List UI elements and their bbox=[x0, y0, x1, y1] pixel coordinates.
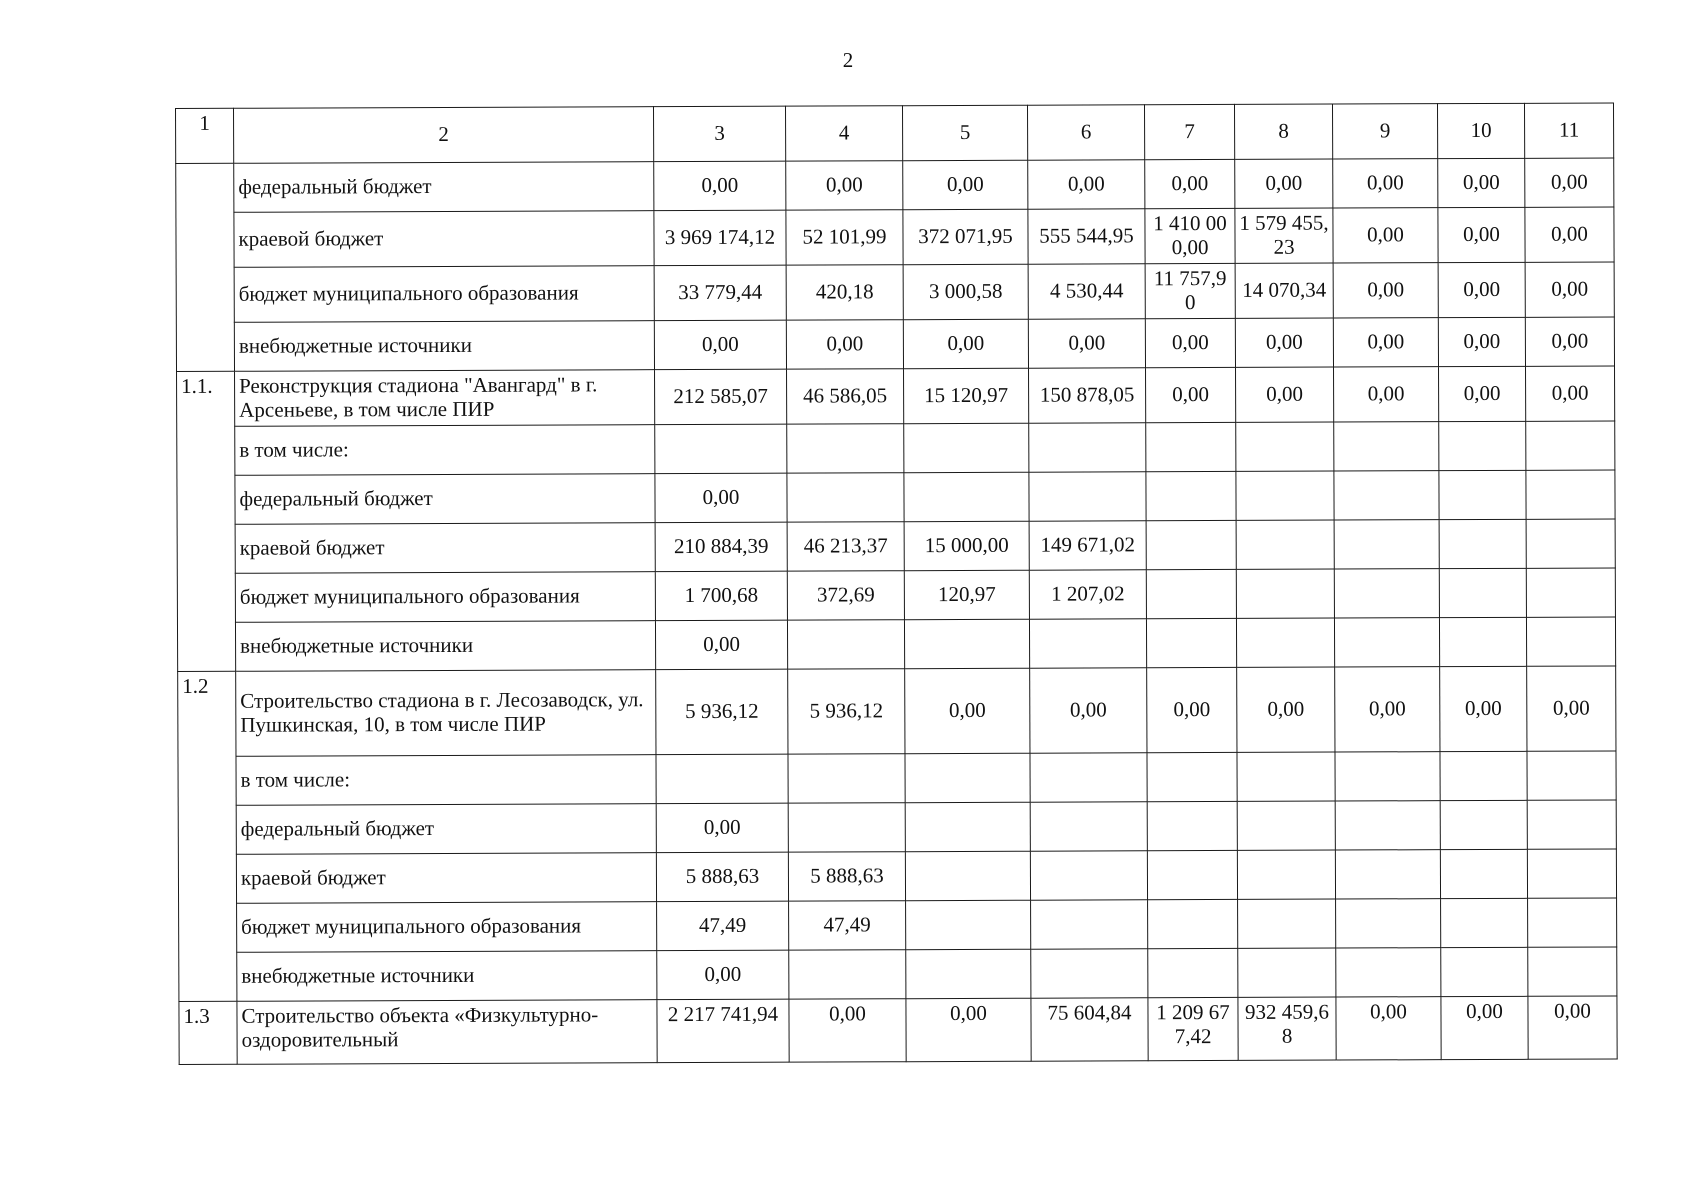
table-row bbox=[177, 470, 1615, 525]
row-name-cell: в том числе: bbox=[235, 425, 655, 476]
value-cell bbox=[1336, 899, 1441, 948]
value-cell: 0,00 bbox=[1525, 317, 1614, 366]
value-cell bbox=[1526, 421, 1615, 470]
value-cell bbox=[1439, 617, 1526, 666]
header-cell: 4 bbox=[785, 106, 902, 161]
value-cell bbox=[1031, 900, 1148, 949]
value-cell bbox=[1238, 899, 1336, 948]
value-cell: 0,00 bbox=[1235, 159, 1333, 208]
value-cell: 0,00 bbox=[1236, 367, 1334, 422]
value-cell bbox=[904, 619, 1029, 668]
value-cell: 932 459,68 bbox=[1238, 997, 1336, 1060]
table-row bbox=[177, 421, 1615, 476]
value-cell bbox=[1336, 948, 1441, 997]
table-row bbox=[177, 519, 1615, 574]
header-cell: 2 bbox=[234, 107, 654, 164]
value-cell bbox=[1029, 472, 1146, 521]
row-name-cell: бюджет муниципального образования bbox=[235, 572, 655, 623]
value-cell bbox=[1237, 801, 1335, 850]
value-cell bbox=[1335, 752, 1440, 801]
value-cell bbox=[1528, 947, 1617, 996]
value-cell: 46 213,37 bbox=[787, 522, 904, 571]
value-cell bbox=[1440, 849, 1527, 898]
value-cell bbox=[1526, 568, 1615, 617]
value-cell: 120,97 bbox=[904, 570, 1029, 619]
value-cell: 0,00 bbox=[1333, 263, 1438, 318]
table-row bbox=[176, 262, 1614, 323]
value-cell bbox=[1030, 802, 1147, 851]
value-cell bbox=[1439, 568, 1526, 617]
value-cell: 0,00 bbox=[1146, 367, 1236, 422]
header-cell: 6 bbox=[1027, 105, 1144, 160]
value-cell bbox=[1441, 947, 1528, 996]
value-cell bbox=[655, 424, 787, 474]
value-cell: 0,00 bbox=[1336, 997, 1441, 1060]
header-row bbox=[176, 103, 1614, 164]
value-cell bbox=[1439, 421, 1526, 470]
value-cell: 0,00 bbox=[1028, 160, 1145, 209]
value-cell bbox=[1334, 520, 1439, 569]
value-cell: 372 071,95 bbox=[903, 209, 1028, 264]
value-cell bbox=[904, 423, 1029, 472]
row-name-cell: федеральный бюджет bbox=[235, 474, 655, 525]
row-name-cell: краевой бюджет bbox=[234, 211, 654, 268]
value-cell: 5 936,12 bbox=[788, 669, 905, 754]
value-cell: 0,00 bbox=[655, 473, 787, 523]
value-cell: 52 101,99 bbox=[786, 210, 903, 265]
table-row bbox=[176, 207, 1614, 268]
value-cell: 0,00 bbox=[1237, 667, 1335, 752]
table-row bbox=[176, 317, 1614, 372]
row-name-cell: бюджет муниципального образования bbox=[234, 266, 654, 323]
row-name-cell: Реконструкция стадиона "Авангард" в г. Арсеньеве, в том числе ПИР bbox=[235, 370, 655, 427]
value-cell: 0,00 bbox=[654, 320, 786, 370]
value-cell: 0,00 bbox=[655, 620, 787, 670]
value-cell: 0,00 bbox=[1333, 159, 1438, 208]
table-row bbox=[178, 849, 1616, 904]
value-cell: 0,00 bbox=[1525, 207, 1614, 262]
row-name-cell: федеральный бюджет bbox=[236, 804, 656, 855]
value-cell: 0,00 bbox=[1439, 366, 1526, 421]
value-cell bbox=[1236, 520, 1334, 569]
value-cell bbox=[1146, 471, 1236, 520]
value-cell bbox=[1441, 898, 1528, 947]
value-cell bbox=[1237, 850, 1335, 899]
value-cell: 0,00 bbox=[1334, 367, 1439, 422]
value-cell bbox=[1236, 422, 1334, 471]
value-cell: 4 530,44 bbox=[1028, 264, 1145, 319]
header-cell: 1 bbox=[176, 108, 234, 163]
value-cell: 1 207,02 bbox=[1029, 570, 1146, 619]
value-cell: 0,00 bbox=[1235, 318, 1333, 367]
value-cell: 14 070,34 bbox=[1235, 263, 1333, 318]
row-name-cell: федеральный бюджет bbox=[234, 162, 654, 213]
value-cell: 1 579 455,23 bbox=[1235, 208, 1333, 263]
value-cell bbox=[1237, 752, 1335, 801]
value-cell: 0,00 bbox=[1145, 318, 1235, 367]
value-cell: 75 604,84 bbox=[1031, 998, 1148, 1061]
table-row bbox=[179, 996, 1617, 1065]
value-cell: 15 000,00 bbox=[904, 521, 1029, 570]
value-cell: 0,00 bbox=[906, 998, 1031, 1061]
value-cell: 1 700,68 bbox=[655, 571, 787, 621]
value-cell: 47,49 bbox=[657, 901, 789, 951]
value-cell bbox=[1147, 752, 1237, 801]
value-cell bbox=[1236, 471, 1334, 520]
value-cell bbox=[1526, 617, 1615, 666]
value-cell: 420,18 bbox=[786, 265, 903, 320]
table-row bbox=[178, 751, 1616, 806]
value-cell: 212 585,07 bbox=[655, 369, 787, 425]
value-cell bbox=[1147, 801, 1237, 850]
value-cell: 0,00 bbox=[1527, 666, 1616, 751]
table-row bbox=[177, 568, 1615, 623]
value-cell: 5 936,12 bbox=[656, 669, 788, 755]
value-cell bbox=[1238, 948, 1336, 997]
value-cell: 0,00 bbox=[654, 161, 786, 211]
row-name-cell: внебюджетные источники bbox=[237, 951, 657, 1002]
header-cell: 7 bbox=[1144, 104, 1234, 159]
table-row bbox=[176, 158, 1614, 213]
row-name-cell: краевой бюджет bbox=[235, 523, 655, 574]
value-cell bbox=[905, 753, 1030, 802]
row-number-cell: 1.1. bbox=[177, 371, 236, 671]
value-cell: 0,00 bbox=[789, 999, 906, 1062]
value-cell bbox=[1029, 423, 1146, 472]
header-cell: 10 bbox=[1437, 103, 1524, 158]
value-cell: 0,00 bbox=[1028, 319, 1145, 368]
value-cell bbox=[906, 900, 1031, 949]
value-cell: 555 544,95 bbox=[1028, 209, 1145, 264]
page-number: 2 bbox=[842, 48, 854, 72]
value-cell bbox=[1031, 949, 1148, 998]
value-cell: 0,00 bbox=[1030, 668, 1147, 753]
value-cell: 0,00 bbox=[1333, 318, 1438, 367]
value-cell: 0,00 bbox=[905, 668, 1030, 753]
value-cell bbox=[656, 754, 788, 804]
value-cell: 33 779,44 bbox=[654, 265, 786, 321]
value-cell: 3 000,58 bbox=[903, 264, 1028, 319]
value-cell: 0,00 bbox=[1335, 667, 1440, 752]
value-cell: 0,00 bbox=[903, 319, 1028, 368]
value-cell bbox=[1334, 471, 1439, 520]
value-cell: 0,00 bbox=[1438, 317, 1525, 366]
value-cell bbox=[1335, 850, 1440, 899]
value-cell: 0,00 bbox=[786, 320, 903, 369]
value-cell bbox=[788, 754, 905, 803]
value-cell bbox=[1527, 800, 1616, 849]
value-cell bbox=[1334, 422, 1439, 471]
value-cell: 0,00 bbox=[1440, 666, 1527, 751]
value-cell bbox=[1146, 569, 1236, 618]
value-cell: 0,00 bbox=[1438, 207, 1525, 262]
value-cell: 5 888,63 bbox=[788, 852, 905, 901]
value-cell bbox=[1148, 948, 1238, 997]
value-cell: 0,00 bbox=[1528, 996, 1617, 1059]
value-cell bbox=[1030, 753, 1147, 802]
header-cell: 11 bbox=[1524, 103, 1613, 158]
budget-table bbox=[175, 102, 1618, 1065]
value-cell bbox=[1528, 898, 1617, 947]
value-cell bbox=[906, 949, 1031, 998]
value-cell: 2 217 741,94 bbox=[657, 999, 789, 1063]
table-row bbox=[178, 666, 1616, 757]
value-cell: 1 410 000,00 bbox=[1145, 208, 1235, 263]
value-cell: 0,00 bbox=[656, 803, 788, 853]
value-cell: 5 888,63 bbox=[656, 852, 788, 902]
value-cell: 0,00 bbox=[1441, 996, 1528, 1059]
row-name-cell: краевой бюджет bbox=[236, 853, 656, 904]
value-cell bbox=[1439, 470, 1526, 519]
value-cell: 0,00 bbox=[657, 950, 789, 1000]
value-cell: 11 757,90 bbox=[1145, 263, 1235, 318]
table-row bbox=[177, 366, 1615, 427]
value-cell bbox=[1440, 800, 1527, 849]
row-name-cell: внебюджетные источники bbox=[235, 621, 655, 672]
value-cell: 0,00 bbox=[1526, 366, 1615, 421]
value-cell bbox=[1334, 569, 1439, 618]
header-cell: 9 bbox=[1332, 104, 1437, 159]
value-cell bbox=[787, 473, 904, 522]
row-number-cell: 1.2 bbox=[178, 671, 237, 1001]
value-cell bbox=[1147, 850, 1237, 899]
header-cell: 8 bbox=[1234, 104, 1332, 159]
value-cell bbox=[1146, 422, 1236, 471]
value-cell: 15 120,97 bbox=[904, 368, 1029, 423]
table-row bbox=[178, 800, 1616, 855]
row-name-cell: бюджет муниципального образования bbox=[237, 902, 657, 953]
value-cell: 0,00 bbox=[1525, 158, 1614, 207]
value-cell bbox=[1526, 470, 1615, 519]
value-cell: 0,00 bbox=[1438, 262, 1525, 317]
value-cell: 0,00 bbox=[903, 160, 1028, 209]
value-cell: 0,00 bbox=[1333, 208, 1438, 263]
value-cell: 149 671,02 bbox=[1029, 521, 1146, 570]
header-cell: 3 bbox=[653, 106, 785, 162]
value-cell bbox=[1526, 519, 1615, 568]
value-cell bbox=[1334, 618, 1439, 667]
value-cell: 372,69 bbox=[787, 571, 904, 620]
value-cell: 150 878,05 bbox=[1029, 368, 1146, 423]
value-cell: 0,00 bbox=[786, 161, 903, 210]
value-cell bbox=[1527, 849, 1616, 898]
value-cell bbox=[1236, 618, 1334, 667]
table-row bbox=[177, 617, 1615, 672]
value-cell: 1 209 677,42 bbox=[1148, 997, 1238, 1060]
value-cell bbox=[787, 424, 904, 473]
table-row bbox=[179, 898, 1617, 953]
value-cell: 3 969 174,12 bbox=[654, 210, 786, 266]
value-cell bbox=[904, 472, 1029, 521]
value-cell bbox=[905, 802, 1030, 851]
value-cell bbox=[1440, 751, 1527, 800]
value-cell bbox=[789, 950, 906, 999]
row-name-cell: в том числе: bbox=[236, 755, 656, 806]
value-cell bbox=[1527, 751, 1616, 800]
value-cell bbox=[1030, 851, 1147, 900]
table-row bbox=[179, 947, 1617, 1002]
value-cell: 0,00 bbox=[1145, 159, 1235, 208]
value-cell bbox=[787, 620, 904, 669]
row-number-cell bbox=[176, 163, 235, 371]
row-name-cell: внебюджетные источники bbox=[234, 321, 654, 372]
row-number-cell: 1.3 bbox=[179, 1001, 237, 1064]
value-cell bbox=[1146, 618, 1236, 667]
value-cell: 210 884,39 bbox=[655, 522, 787, 572]
value-cell bbox=[1146, 520, 1236, 569]
value-cell bbox=[1148, 899, 1238, 948]
row-name-cell: Строительство объекта «Физкультурно-оздоровительный bbox=[237, 1000, 657, 1065]
value-cell bbox=[1439, 519, 1526, 568]
budget-table-wrapper bbox=[175, 102, 1618, 1065]
value-cell: 0,00 bbox=[1147, 667, 1237, 752]
row-name-cell: Строительство стадиона в г. Лесозаводск, ул. Пушкинская, 10, в том числе ПИР bbox=[236, 670, 656, 757]
value-cell bbox=[1029, 619, 1146, 668]
value-cell bbox=[1236, 569, 1334, 618]
header-cell: 5 bbox=[902, 105, 1027, 160]
value-cell: 0,00 bbox=[1438, 158, 1525, 207]
value-cell: 46 586,05 bbox=[787, 369, 904, 424]
value-cell: 47,49 bbox=[789, 901, 906, 950]
value-cell bbox=[788, 803, 905, 852]
value-cell bbox=[1335, 801, 1440, 850]
value-cell bbox=[905, 851, 1030, 900]
value-cell: 0,00 bbox=[1525, 262, 1614, 317]
